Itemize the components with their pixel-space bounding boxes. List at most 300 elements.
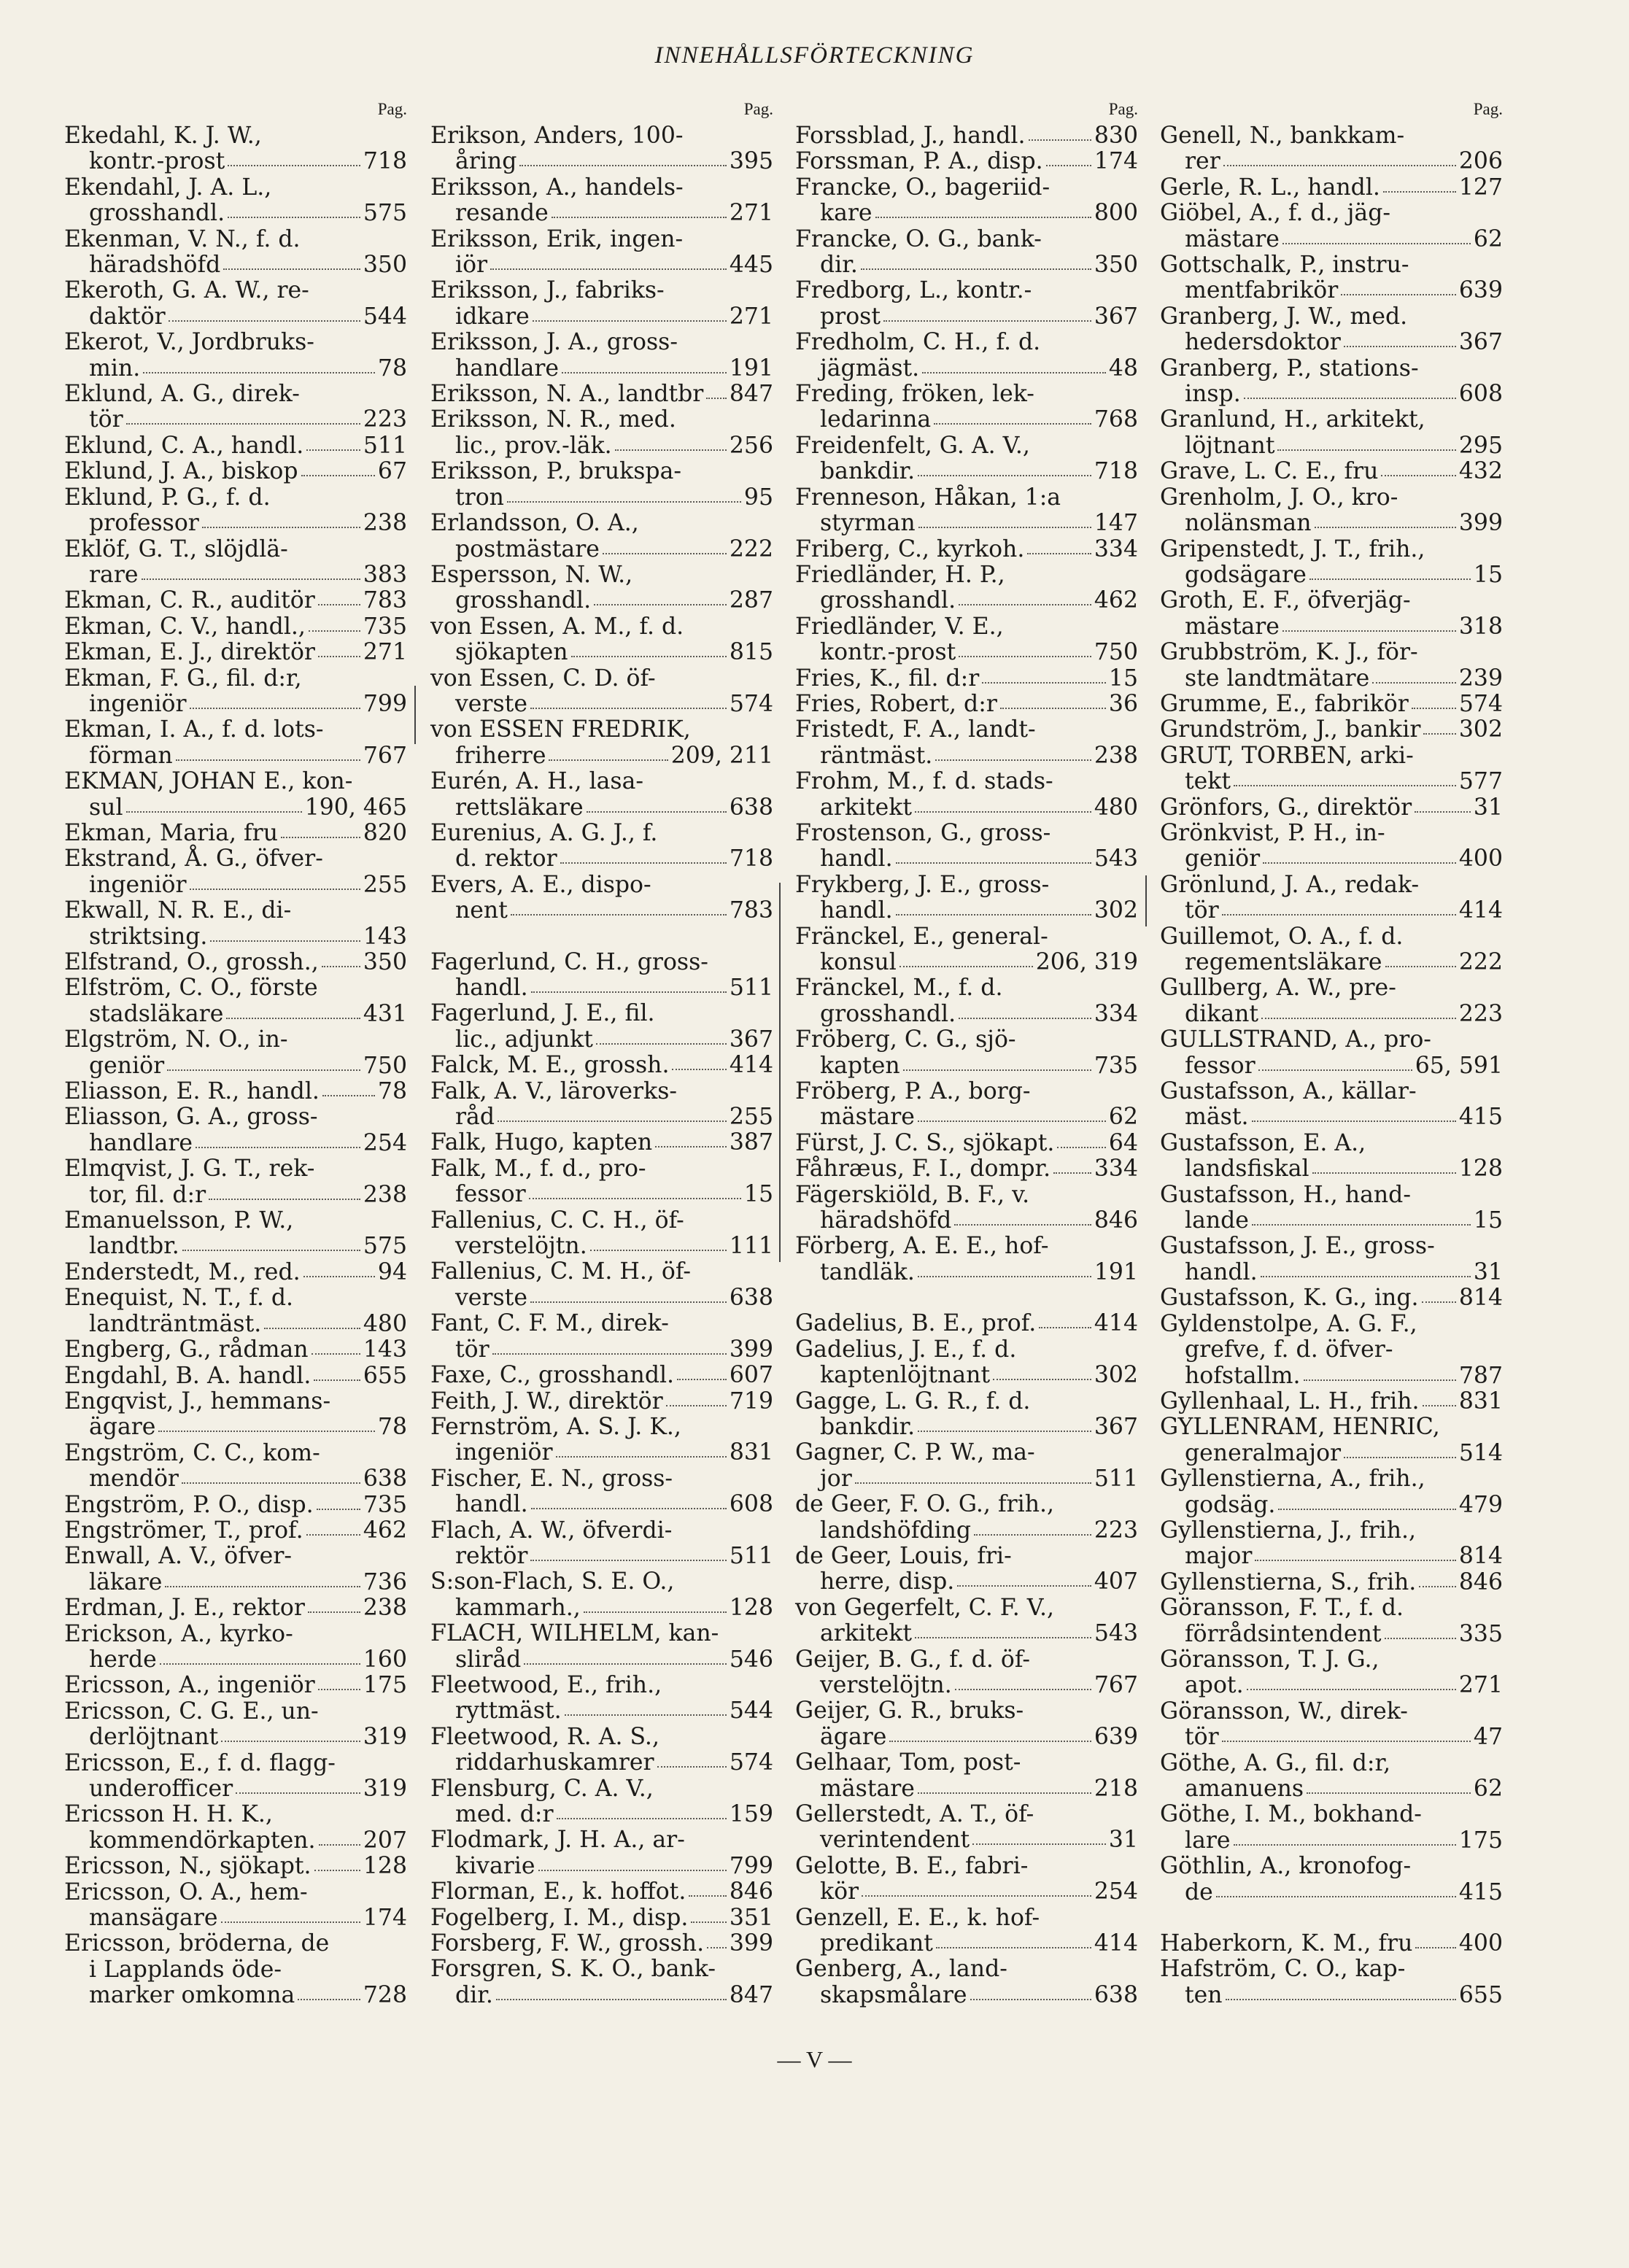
entry-line [1160, 1131, 1503, 1156]
entry-line [795, 1802, 1138, 1827]
dot-leader [492, 1337, 727, 1355]
entry-text: Forsgren, S. K. O., bank- [430, 1956, 716, 1983]
dot-leader [594, 588, 727, 605]
dot-leader [691, 1905, 726, 1923]
entry-text: Ericsson, A., ingeniör [64, 1672, 315, 1699]
entry-page-number: 302 [1094, 897, 1138, 924]
index-entry [430, 278, 773, 330]
entry-page-number: 222 [729, 535, 773, 562]
entry-line [64, 1208, 407, 1234]
entry-page-number: 750 [1094, 639, 1138, 666]
entry-text: Hafström, C. O., kap- [1160, 1956, 1406, 1983]
entry-page-number: 480 [363, 1310, 407, 1337]
index-entry [430, 717, 773, 769]
entry-text: Friberg, C., kyrkoh. [795, 535, 1025, 562]
dot-leader [861, 252, 1091, 270]
entry-text: striktsing. [89, 923, 208, 950]
entry-text: Elfström, C. O., förste [64, 975, 318, 1002]
entry-last-line [430, 743, 773, 769]
entry-text: rektör [455, 1542, 528, 1569]
dot-leader [306, 433, 360, 451]
entry-last-line [64, 201, 407, 226]
entry-line [1160, 588, 1503, 614]
entry-text: läkare [89, 1568, 163, 1595]
index-entry [795, 1698, 1138, 1750]
index-entry [64, 1751, 407, 1803]
index-entry [795, 1647, 1138, 1699]
entry-last-line [795, 1776, 1138, 1802]
entry-text: Fries, K., fil. d:r [795, 665, 980, 692]
pag-label: Pag. [743, 100, 773, 118]
entry-line [64, 1957, 407, 1983]
entry-line [430, 1311, 773, 1336]
entry-text: Göransson, W., direk- [1160, 1698, 1408, 1725]
dot-leader [529, 1182, 741, 1199]
dot-leader [1234, 769, 1456, 786]
entry-last-line [430, 1698, 773, 1724]
dot-leader [498, 1104, 727, 1122]
entry-last-line [795, 252, 1138, 278]
entry-text: kör [820, 1878, 859, 1905]
entry-last-line [795, 1131, 1138, 1156]
entry-text: Gustafsson, K. G., ing. [1160, 1285, 1419, 1312]
entry-page-number: 574 [729, 1749, 773, 1776]
dot-leader [1344, 1441, 1456, 1458]
index-entry [430, 1725, 773, 1776]
dot-leader [538, 1854, 727, 1871]
entry-text: Emanuelsson, P. W., [64, 1207, 294, 1234]
entry-last-line [1160, 1673, 1503, 1698]
entry-text: tör [455, 1336, 490, 1363]
entry-text: insp. [1185, 381, 1241, 408]
entry-text: Enderstedt, M., red. [64, 1258, 301, 1285]
entry-last-line [64, 1079, 407, 1104]
entry-text: Fröberg, P. A., borg- [795, 1078, 1031, 1105]
entry-last-line [430, 252, 773, 278]
entry-page-number: 36 [1108, 690, 1138, 717]
dot-leader [314, 1854, 360, 1871]
entry-text: Francke, O., bageriid- [795, 174, 1050, 201]
entry-line [795, 924, 1138, 950]
entry-page-number: 295 [1458, 432, 1503, 459]
dot-leader [210, 924, 360, 942]
entry-text: Ekenman, V. N., f. d. [64, 225, 301, 252]
entry-page-number: 814 [1458, 1543, 1503, 1570]
entry-text: Ekedahl, K. J. W., [64, 123, 262, 149]
index-entry [1160, 975, 1503, 1027]
entry-text: d. rektor [455, 845, 557, 872]
entry-last-line [1160, 1622, 1503, 1647]
entry-text: förrådsintendent [1185, 1620, 1382, 1647]
entry-line [795, 614, 1138, 640]
dot-leader [1223, 149, 1456, 166]
index-entry [795, 562, 1138, 614]
entry-line [795, 1027, 1138, 1053]
entry-last-line [795, 201, 1138, 226]
entry-text: kontr.-prost [89, 148, 225, 175]
index-entry [64, 382, 407, 433]
index-entry [430, 227, 773, 279]
entry-text: Genberg, A., land- [795, 1956, 1007, 1983]
entry-text: Granberg, P., stations- [1160, 355, 1419, 382]
dot-leader [1252, 1208, 1471, 1226]
entry-line [64, 1699, 407, 1725]
entry-page-number: 395 [729, 148, 773, 175]
entry-page-number: 350 [363, 252, 407, 279]
entry-line [795, 1750, 1138, 1776]
entry-text: Freding, fröken, lek- [795, 381, 1034, 408]
entry-last-line [64, 1518, 407, 1544]
entry-last-line [64, 795, 407, 821]
entry-text: ten [1185, 1981, 1223, 2008]
index-entry [64, 821, 407, 846]
entry-page-number: 431 [363, 1000, 407, 1027]
entry-text: Ekman, F. G., fil. d:r, [64, 665, 302, 692]
dot-leader [228, 149, 360, 166]
dot-leader [530, 692, 727, 709]
entry-text: prost [820, 303, 881, 330]
entry-last-line [64, 407, 407, 433]
entry-text: ste landtmätare [1185, 665, 1370, 692]
index-entry [795, 1079, 1138, 1131]
entry-text: verstelöjtn. [455, 1233, 587, 1260]
dot-leader [298, 1983, 360, 2000]
entry-line [64, 1802, 407, 1827]
entry-last-line [64, 356, 407, 382]
entry-text: Falk, A. V., läroverks- [430, 1077, 678, 1104]
entries-list [795, 123, 1138, 2008]
entry-last-line [64, 433, 407, 459]
index-entry [795, 1492, 1138, 1544]
entry-text: kontr.-prost [820, 639, 956, 666]
entry-text: marker omkomna [89, 1982, 295, 2009]
entry-text: Falck, M. E., grossh. [430, 1052, 670, 1079]
dot-leader [862, 1879, 1091, 1897]
dot-leader [221, 1725, 360, 1742]
entry-text: grefve, f. d. öfver- [1185, 1336, 1393, 1363]
entry-text: Göthe, A. G., fil. d:r, [1160, 1749, 1391, 1776]
entry-last-line [1160, 1053, 1503, 1079]
entry-text: Engdahl, B. A. handl. [64, 1362, 312, 1389]
entry-text: Grundström, J., bankir [1160, 716, 1421, 743]
entry-line [64, 1880, 407, 1905]
entry-line [430, 562, 773, 588]
entry-text: verste [455, 1284, 527, 1311]
entry-page-number: 736 [363, 1568, 407, 1595]
page-number: — V — [777, 2046, 852, 2072]
index-entry [430, 1466, 773, 1518]
entry-text: regementsläkare [1185, 949, 1382, 975]
index-entry [430, 511, 773, 562]
dot-leader [322, 950, 360, 967]
entry-last-line [430, 537, 773, 562]
entry-text: Eliasson, E. R., handl. [64, 1078, 320, 1105]
index-entry [795, 1131, 1138, 1156]
index-entry [64, 123, 407, 175]
entry-text: Frykberg, J. E., gross- [795, 871, 1050, 898]
entry-text: Forssman, P. A., disp. [795, 148, 1043, 175]
entry-line [1160, 356, 1503, 382]
entry-text: kivarie [455, 1852, 535, 1879]
entry-text: Grubbström, K. J., för- [1160, 639, 1418, 666]
entry-line [1160, 485, 1503, 511]
entry-last-line [430, 1544, 773, 1569]
entry-last-line [64, 1493, 407, 1518]
entry-text: Gyldenstolpe, A. G. F., [1160, 1310, 1417, 1337]
entry-line [64, 898, 407, 924]
dot-leader [706, 382, 727, 399]
dot-leader [1252, 1104, 1456, 1122]
index-entry [795, 382, 1138, 433]
dot-leader [972, 1827, 1106, 1845]
entry-line [430, 1725, 773, 1750]
index-entry [795, 330, 1138, 382]
entry-line [1160, 1234, 1503, 1259]
dot-leader [158, 1414, 374, 1432]
entry-page-number: 128 [363, 1853, 407, 1880]
entry-text: lic., prov.-läk. [455, 432, 612, 459]
entry-last-line [1160, 1570, 1503, 1595]
dot-leader [954, 1208, 1091, 1226]
dot-leader [915, 1621, 1091, 1638]
entry-text: stadsläkare [89, 1000, 224, 1027]
index-entry [795, 1337, 1138, 1389]
entry-last-line [430, 1130, 773, 1156]
index-entry [430, 1518, 773, 1570]
index-entry [1160, 872, 1503, 924]
entry-page-number: 271 [729, 200, 773, 227]
index-entry [430, 175, 773, 227]
entry-last-line [64, 950, 407, 975]
entry-last-line [64, 1673, 407, 1698]
entry-text: Friedländer, V. E., [795, 613, 1004, 640]
entry-text: Geijer, G. R., bruks- [795, 1698, 1024, 1725]
entry-line [1160, 304, 1503, 330]
entry-page-number: 608 [1458, 381, 1503, 408]
index-entry [1160, 924, 1503, 976]
entry-text: ledarinna [820, 406, 932, 433]
index-entry [64, 1699, 407, 1751]
entry-last-line [795, 537, 1138, 562]
entry-page-number: 287 [729, 587, 773, 614]
dot-leader [1261, 1002, 1456, 1019]
index-entry [795, 1183, 1138, 1234]
index-entry [64, 1595, 407, 1621]
entry-page-number: 479 [1458, 1491, 1503, 1518]
index-entry [1160, 356, 1503, 408]
index-entry [64, 950, 407, 975]
entry-text: Grumme, E., fabrikör [1160, 690, 1409, 717]
entry-text: kare [820, 200, 872, 227]
dot-leader [584, 1595, 727, 1613]
dot-leader [228, 201, 360, 218]
entry-page-number: 302 [1094, 1362, 1138, 1389]
entry-text: Elgström, N. O., in- [64, 1026, 288, 1053]
entry-page-number: 256 [729, 432, 773, 459]
entry-text: Fischer, E. N., gross- [430, 1465, 673, 1492]
entry-page-number: 719 [729, 1387, 773, 1414]
entry-last-line [1160, 433, 1503, 459]
entry-text: Engströmer, T., prof. [64, 1517, 303, 1544]
index-entry [795, 692, 1138, 717]
index-column-4 [1160, 98, 1503, 2008]
entry-text: apot. [1185, 1672, 1244, 1699]
entry-page-number: 127 [1458, 174, 1503, 201]
entry-line [430, 1673, 773, 1698]
entry-line [430, 1466, 773, 1492]
entry-page-number: 334 [1094, 1000, 1138, 1027]
index-entry [430, 1053, 773, 1078]
entry-page-number: 638 [1094, 1981, 1138, 2008]
entry-text: min. [89, 355, 141, 382]
index-entry [1160, 485, 1503, 537]
entry-last-line [1160, 330, 1503, 355]
entry-text: Flach, A. W., öfverdi- [430, 1517, 673, 1544]
index-entry [430, 123, 773, 175]
entry-text: friherre [455, 742, 546, 769]
entry-line [1160, 1595, 1503, 1621]
entry-text: Granberg, J. W., med. [1160, 303, 1408, 330]
entry-text: verstelöjtn. [820, 1671, 952, 1698]
entry-page-number: 335 [1458, 1620, 1503, 1647]
entry-text: von Essen, A. M., f. d. [430, 613, 684, 640]
entry-text: Fagerlund, C. H., gross- [430, 948, 708, 975]
index-entry [795, 149, 1138, 174]
entry-page-number: 847 [729, 381, 773, 408]
entry-text: Ekendahl, J. A. L., [64, 174, 272, 201]
dot-leader [1312, 1156, 1456, 1174]
entry-line [64, 1027, 407, 1053]
entry-line [64, 278, 407, 303]
index-entry [64, 278, 407, 330]
dot-leader [1261, 1260, 1471, 1277]
dot-leader [1415, 795, 1471, 813]
entry-page-number: 254 [363, 1129, 407, 1156]
index-entry [1160, 1751, 1503, 1803]
entry-text: ingeniör [89, 690, 187, 717]
entry-last-line [430, 1027, 773, 1053]
entry-text: Eklund, A. G., direk- [64, 381, 300, 408]
entry-text: rer [1185, 148, 1220, 175]
index-entry [430, 1156, 773, 1208]
entry-text: mästare [820, 1104, 915, 1131]
entry-last-line [795, 149, 1138, 174]
entry-text: jägmäst. [820, 355, 920, 382]
index-entry [1160, 1414, 1503, 1466]
entry-page-number: 319 [363, 1724, 407, 1751]
entry-text: Elfstrand, O., grossh., [64, 949, 319, 975]
entry-text: grosshandl. [455, 587, 592, 614]
entry-last-line [64, 1466, 407, 1492]
index-entry [64, 1337, 407, 1363]
entry-last-line [430, 1285, 773, 1311]
entry-line [64, 227, 407, 252]
entry-page-number: 655 [363, 1362, 407, 1389]
entry-line [795, 1389, 1138, 1414]
index-entry [795, 278, 1138, 330]
index-entry [1160, 407, 1503, 459]
entry-text: Ericsson, C. G. E., un- [64, 1698, 319, 1725]
dot-leader [1244, 382, 1456, 399]
entry-last-line [430, 1053, 773, 1078]
entry-text: Fränckel, M., f. d. [795, 975, 1003, 1002]
index-entry [795, 1802, 1138, 1854]
entry-line [430, 950, 773, 975]
entry-text: dir. [455, 1981, 493, 2008]
entry-line [795, 1905, 1138, 1931]
entry-line [1160, 1518, 1503, 1544]
entry-last-line [1160, 846, 1503, 872]
entry-page-number: 783 [729, 897, 773, 924]
entry-line [430, 1208, 773, 1234]
entry-line [64, 1285, 407, 1311]
index-entry [430, 1414, 773, 1466]
dot-leader [935, 743, 1091, 761]
entry-last-line [64, 1595, 407, 1621]
entry-page-number: 783 [363, 587, 407, 614]
entry-text: geniör [89, 1052, 165, 1079]
entry-page-number: 94 [377, 1258, 407, 1285]
entry-last-line [430, 1104, 773, 1130]
entry-text: de Geer, F. O. G., frih., [795, 1491, 1055, 1518]
entry-text: Eklöf, G. T., slöjdlä- [64, 535, 288, 562]
entry-text: arkitekt [820, 794, 913, 821]
entry-text: landträntmäst. [89, 1310, 262, 1337]
entry-text: Gerle, R. L., handl. [1160, 174, 1380, 201]
index-entry [64, 1441, 407, 1493]
dot-leader [855, 1466, 1091, 1484]
entry-page-number: 209, 211 [670, 742, 773, 769]
entry-page-number: 128 [729, 1594, 773, 1621]
dot-leader [959, 1002, 1091, 1019]
entry-last-line [1160, 1880, 1503, 1905]
entry-last-line [1160, 1828, 1503, 1854]
entry-page-number: 223 [1458, 1000, 1503, 1027]
entry-last-line [795, 123, 1138, 149]
entry-page-number: 62 [1473, 1776, 1503, 1802]
entry-line [795, 1440, 1138, 1466]
entry-text: GYLLENRAM, HENRIC, [1160, 1414, 1440, 1441]
entry-last-line [1160, 149, 1503, 174]
entry-line [1160, 640, 1503, 665]
entry-text: Freidenfelt, G. A. V., [795, 432, 1030, 459]
entry-line [64, 1441, 407, 1466]
entry-text: Eklund, P. G., f. d. [64, 484, 271, 511]
dot-leader [322, 1079, 375, 1096]
entry-last-line [64, 304, 407, 330]
entry-text: handl. [455, 975, 528, 1001]
entry-page-number: 218 [1094, 1775, 1138, 1802]
entry-line [64, 666, 407, 692]
index-entry [430, 1879, 773, 1905]
entry-page-number: 399 [729, 1336, 773, 1363]
entries-list [1160, 123, 1503, 2008]
dot-leader [1307, 1776, 1471, 1794]
dot-leader [657, 1750, 727, 1768]
entry-last-line [64, 1570, 407, 1595]
entry-line [430, 1156, 773, 1182]
entry-page-number: 15 [1473, 1207, 1503, 1234]
entry-line [430, 666, 773, 692]
entry-last-line [430, 1905, 773, 1931]
entry-text: de Geer, Louis, fri- [795, 1542, 1012, 1569]
entry-text: amanuens [1185, 1776, 1304, 1802]
entry-line [1160, 1079, 1503, 1104]
dot-leader [1222, 898, 1456, 916]
entry-page-number: 415 [1458, 1104, 1503, 1131]
entry-page-number: 608 [729, 1491, 773, 1518]
entry-line [64, 975, 407, 1001]
